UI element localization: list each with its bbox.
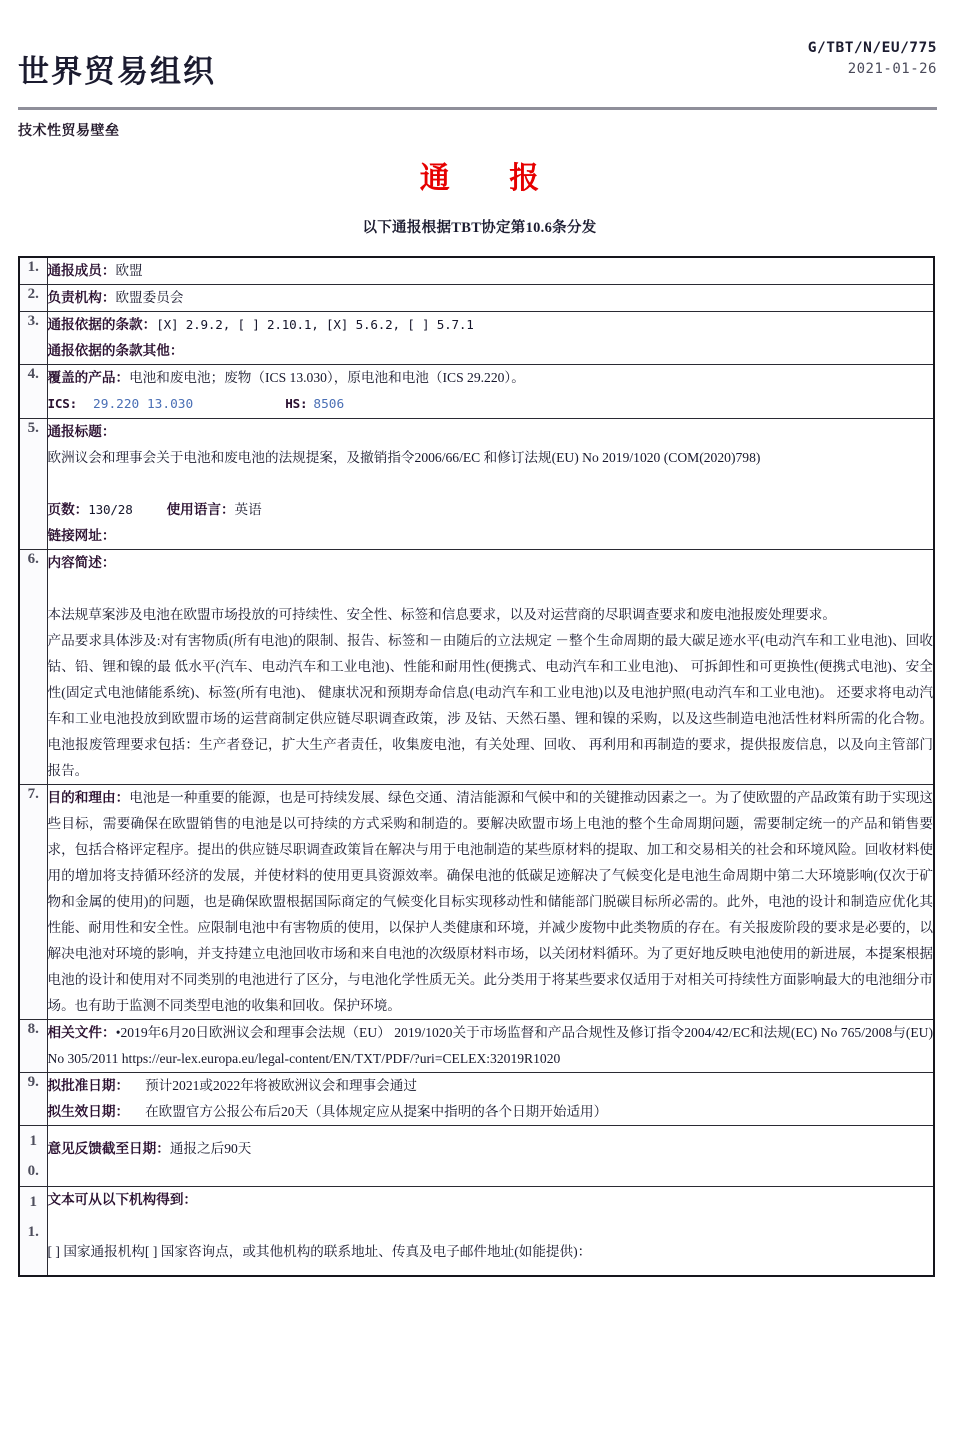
field-label: 通报成员： xyxy=(47,263,116,278)
notification-provisions-cell xyxy=(47,312,934,365)
ics-label: ICS: xyxy=(47,396,78,411)
comments-deadline-cell xyxy=(47,1126,934,1187)
wto-logo: 世界贸易组织 xyxy=(18,54,216,89)
ics-value[interactable]: 29.220 13.030 xyxy=(93,397,194,412)
proposed-entry-value: 在欧盟官方公报公布后20天（具体规定应从提案中指明的各个日期开始适用） xyxy=(145,1104,608,1119)
responsible-agency-cell xyxy=(47,285,934,312)
table-row xyxy=(19,1126,934,1187)
row-number: 1. xyxy=(19,257,47,285)
field-value: 通报之后90天 xyxy=(169,1141,252,1156)
pages-label: 页数： xyxy=(47,502,89,517)
text-available-from-cell xyxy=(47,1187,934,1277)
row-number-part-1: 1 xyxy=(29,1194,37,1210)
page-title: 通 报 xyxy=(419,162,566,195)
field-label: 意见反馈截至日期： xyxy=(47,1141,170,1156)
row-number: 2. xyxy=(19,285,47,312)
hs-label: HS: xyxy=(285,396,308,411)
notification-title-cell xyxy=(47,419,934,550)
field-label: 通报标题： xyxy=(47,424,116,439)
row-number: 8. xyxy=(19,1020,47,1073)
field-value: 欧盟委员会 xyxy=(115,290,184,305)
row-number-part-2: 1. xyxy=(27,1224,39,1240)
relevant-documents-text[interactable]: •2019年6月20日欧洲议会和理事会法规（EU） 2019/1020关于市场监督和产品合规性及修订指令2004/42/EC和法规(EC) No 765/2008与(EU) No 305/2011 https://eur-lex.europa.eu/legal-content/EN/TXT/PDF/?uri=CELEX:32019R1020 xyxy=(47,1025,934,1066)
table-row xyxy=(19,550,934,785)
hs-value[interactable]: 8506 xyxy=(313,397,345,412)
description-paragraph-2: 产品要求具体涉及:对有害物质(所有电池)的限制、报告、标签和－由随后的立法规定 －整个生命周期的最大碳足迹水平(电动汽车和工业电池)、回收钴、铅、锂和镍的最 低水平(汽车、电动汽车和工业电池)、性能和耐用性(便携式、电动汽车和工业电池)、 可拆卸性和可更换性(便携式电池)、安全性(固定式电池储能系统)、标签(所有电池)、 健康状况和预期寿命信息(电动汽车和工业电池)以及电池护照(电动汽车和工业电池)。 还要求将电动汽车和工业电池投放到欧盟市场的运营商制定供应链尽职调查政策，涉 及钴、天然石墨、锂和镍的采购，以及这些制造电池活性材料所需的化合物。 电池报废管理要求包括：生产者登记，扩大生产者责任，收集废电池，有关处理、回收、 再利用和再制造的要求，提供报废信息，以及向主管部门报告。 xyxy=(47,633,934,778)
field-label: 通报依据的条款： xyxy=(47,317,157,332)
row-number: 3. xyxy=(19,312,47,365)
tbt-committee-label: 技术性贸易壁垒 xyxy=(18,124,120,139)
field-label: 负责机构： xyxy=(47,290,116,305)
table-row xyxy=(19,1187,934,1277)
table-row xyxy=(19,1020,934,1073)
notification-title-text: 欧洲议会和理事会关于电池和废电池的法规提案，及撤销指令2006/66/EC 和修订法规(EU) No 2019/1020 (COM(2020)798) xyxy=(47,450,761,465)
proposed-adoption-label: 拟批准日期： xyxy=(47,1078,130,1093)
row-number: 7. xyxy=(19,785,47,1020)
field-value: 电池和废电池；废物（ICS 13.030），原电池和电池（ICS 29.220）。 xyxy=(129,370,525,385)
objective-rationale-cell xyxy=(47,785,934,1020)
language-value: 英语 xyxy=(234,502,262,517)
notifying-member-cell xyxy=(47,257,934,285)
language-label: 使用语言： xyxy=(166,502,235,517)
document-header xyxy=(0,0,959,90)
row-number: 6. xyxy=(19,550,47,785)
page-subtitle: 以下通报根据TBT协定第10.6条分发 xyxy=(362,220,597,236)
document-metadata xyxy=(808,38,937,80)
header-divider xyxy=(18,107,937,110)
row-number xyxy=(19,1187,47,1277)
pages-value: 130/28 xyxy=(88,502,133,517)
objective-text: 电池是一种重要的能源，也是可持续发展、绿色交通、清洁能源和气候中和的关键推动因素之一。为了使欧盟的产品政策有助于实现这些目标，需要确保在欧盟销售的电池是以可持续的方式采购和制造的。要解决欧盟市场上电池的整个生命周期问题，需要制定统一的产品和销售要求，包括合格评定程序。提出的供应链尽职调查政策旨在解决与用于电池制造的某些原材料的提取、加工和交易相关的社会和环境风险。回收材料使用的增加将支持循环经济的发展，并使材料的使用更具资源效率。确保电池的低碳足迹解决了气候变化是电池生命周期中第二大环境影响(仅次于矿物和金属的使用)的问题，也是确保欧盟根据国际商定的气候变化目标实现移动性和储能部门脱碳目标所必需的。此外，电池的设计和制造应优化其性能、耐用性和安全性。应限制电池中有害物质的使用，以保护人类健康和环境，并减少废物中此类物质的存在。有关报废阶段的要求是必要的，以解决电池对环境的影响，并支持建立电池回收市场和来自电池的次级原材料市场，以关闭材料循环。为了更好地反映电池使用的新进展，本提案根据电池的设计和使用对不同类别的电池进行了区分，与电池化学性质无关。此分类用于将某些要求仅适用于对相关可持续性方面影响最大的电池细分市场。也有助于监测不同类型电池的收集和回收。保护环境。 xyxy=(47,790,934,1013)
url-label: 链接网址： xyxy=(47,528,116,543)
field-label: 目的和理由： xyxy=(47,790,130,805)
field-label: 文本可从以下机构得到： xyxy=(47,1192,198,1207)
notification-table xyxy=(18,256,935,1277)
row-number: 9. xyxy=(19,1073,47,1126)
dates-cell xyxy=(47,1073,934,1126)
row-number: 5. xyxy=(19,419,47,550)
field-value: 欧盟 xyxy=(115,263,143,278)
row-number: 4. xyxy=(19,365,47,419)
row-number-part-2: 0. xyxy=(27,1163,39,1179)
table-row xyxy=(19,257,934,285)
row-number xyxy=(19,1126,47,1187)
field-label-other: 通报依据的条款其他： xyxy=(47,343,184,358)
relevant-documents-cell xyxy=(47,1020,934,1073)
proposed-adoption-value: 预计2021或2022年将被欧洲议会和理事会通过 xyxy=(145,1078,417,1093)
field-label: 相关文件： xyxy=(47,1025,116,1040)
table-row xyxy=(19,1073,934,1126)
field-label: 内容简述： xyxy=(47,555,116,570)
content-description-cell xyxy=(47,550,934,785)
document-date: 2021-01-26 xyxy=(847,61,937,77)
proposed-entry-label: 拟生效日期： xyxy=(47,1104,130,1119)
products-covered-cell xyxy=(47,365,934,419)
provisions-checkboxes: [X] 2.9.2, [ ] 2.10.1, [X] 5.6.2, [ ] 5.7.1 xyxy=(156,317,474,332)
table-row xyxy=(19,312,934,365)
title-block xyxy=(0,156,959,237)
document-code: G/TBT/N/EU/775 xyxy=(807,40,937,56)
table-row xyxy=(19,419,934,550)
table-row xyxy=(19,365,934,419)
table-row xyxy=(19,785,934,1020)
row-number-part-1: 1 xyxy=(29,1133,37,1149)
field-label: 覆盖的产品： xyxy=(47,370,130,385)
table-row xyxy=(19,285,934,312)
agency-contact-line: [ ] 国家通报机构[ ] 国家咨询点，或其他机构的联系地址、传真及电子邮件地址(如能提供)： xyxy=(47,1244,592,1259)
description-paragraph-1: 本法规草案涉及电池在欧盟市场投放的可持续性、安全性、标签和信息要求，以及对运营商的尽职调查要求和废电池报废处理要求。 xyxy=(47,607,836,622)
